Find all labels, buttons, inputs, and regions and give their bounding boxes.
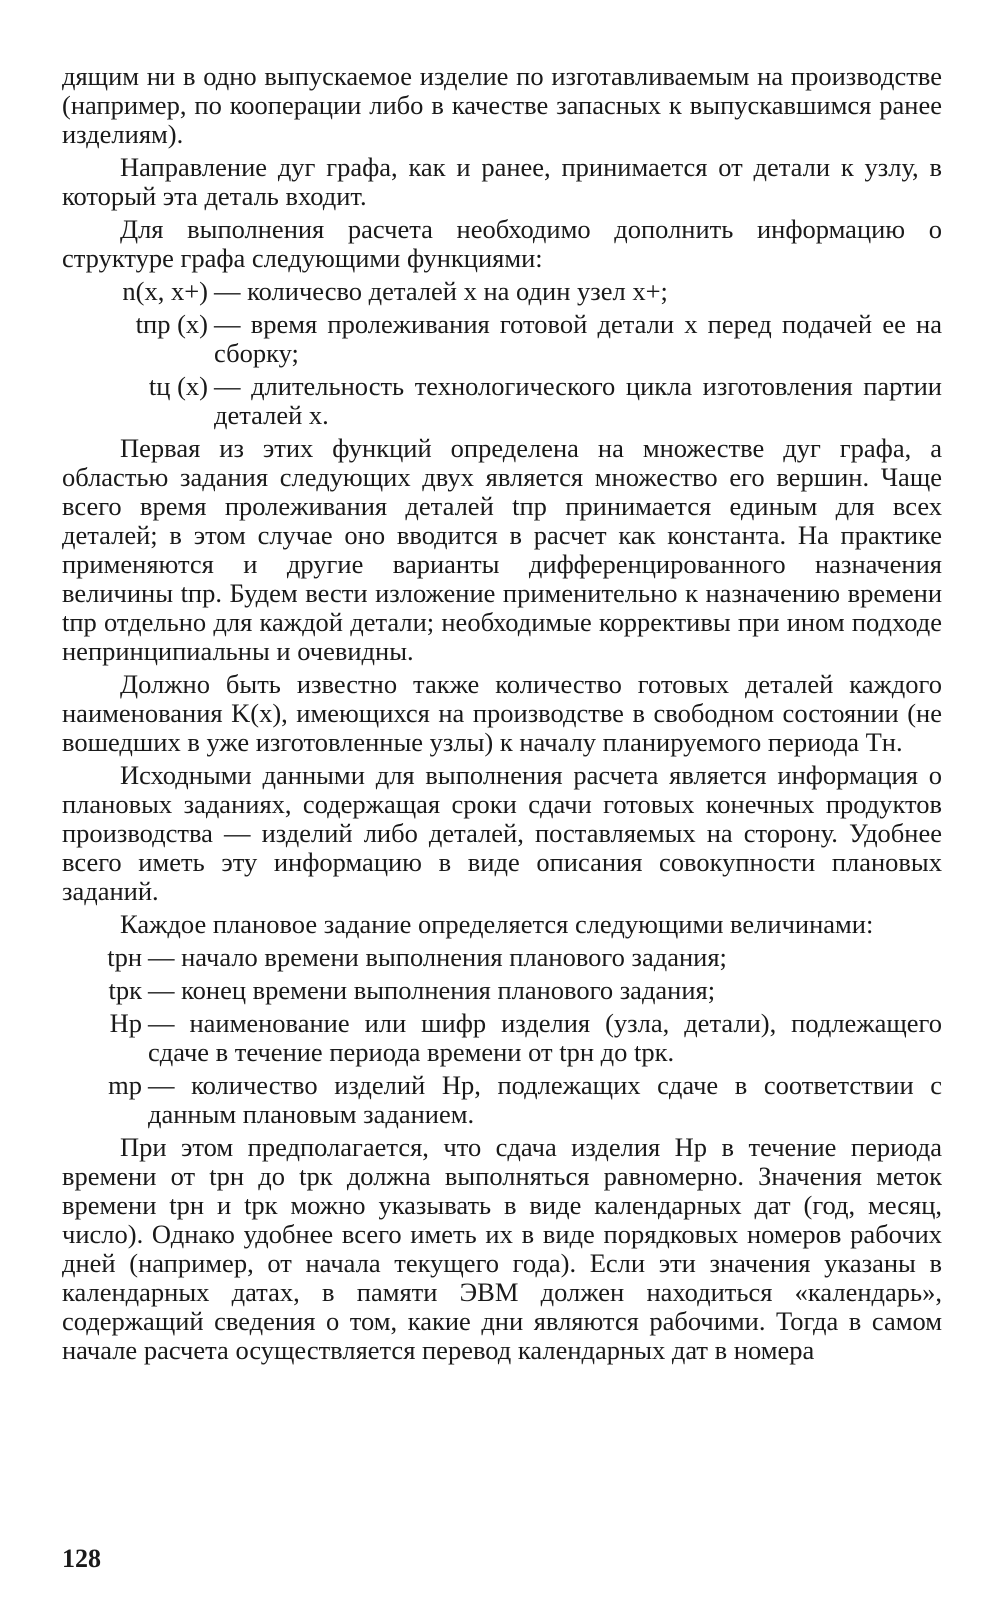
paragraph-functions-intro: Для выполнения расчета необходимо дополнить информацию о структуре графа следующими функциями:	[62, 214, 942, 273]
page-text	[62, 62, 942, 1369]
definition-description: — количесво деталей x на один узел x+;	[214, 276, 668, 306]
definition-item	[62, 943, 942, 972]
paragraph-uniform-delivery: При этом предполагается, что сдача изделия Hp в течение периода времени от tрн до tрк должна выполняться равномерно. Значения меток времени tрн и tрк можно указывать в виде календарных дат (год, месяц, число). Однако удобнее всего иметь их в виде порядковых номеров рабочих дней (например, от начала текущего года). Если эти значения указаны в календарных датах, в памяти ЭВМ должен находиться «календарь», содержащий сведения о том, какие дни являются рабочими. Тогда в самом начале расчета осуществляется перевод календарных дат в номера	[62, 1132, 942, 1365]
paragraph-arc-direction: Направление дуг графа, как и ранее, принимается от детали к узлу, в который эта деталь входит.	[62, 152, 942, 211]
definition-description: — конец времени выполнения планового задания;	[148, 975, 716, 1005]
definition-item	[62, 372, 942, 430]
definition-term: tц (x)	[148, 371, 208, 401]
definition-term: Hp	[109, 1008, 142, 1038]
paragraph-continuation: дящим ни в одно выпускаемое изделие по изготавливаемым на производстве (например, по кооперации либо в качестве запасных к выпускавшимся ранее изделиям).	[62, 61, 942, 149]
paragraph-source-data: Исходными данными для выполнения расчета является информация о плановых заданиях, содержащая сроки сдачи готовых конечных продуктов производства — изделий либо деталей, поставляемых на сторону. Удобнее всего иметь эту информацию в виде описания совокупности плановых заданий.	[62, 760, 942, 906]
definition-term: tпр (x)	[135, 309, 208, 339]
function-definitions	[62, 277, 942, 430]
definition-item	[62, 310, 942, 368]
paragraph-functions-domain: Первая из этих функций определена на множестве дуг графа, а областью задания следующих двух является множество его вершин. Чаще всего время пролеживания деталей tпр принимается единым для всех деталей; в этом случае оно вводится в расчет как константа. На практике применяются и другие варианты дифференцированного назначения величины tпр. Будем вести изложение применительно к назначению времени tпр отдельно для каждой детали; необходимые коррективы при ином подходе непринципиальны и очевидны.	[62, 433, 942, 666]
definition-item	[62, 277, 942, 306]
definition-term: n(x, x+)	[122, 276, 208, 306]
plan-task-quantities	[62, 943, 942, 1129]
definition-term: tрк	[108, 975, 142, 1005]
definition-item	[62, 976, 942, 1005]
definition-description: — наименование или шифр изделия (узла, детали), подлежащего сдаче в течение периода времени от tрн до tрк.	[148, 1008, 942, 1067]
definition-description: — время пролеживания готовой детали x перед подачей ее на сборку;	[214, 309, 942, 368]
definition-description: — количество изделий Hp, подлежащих сдаче в соответствии с данным плановым заданием.	[148, 1070, 942, 1129]
definition-term: mp	[108, 1070, 142, 1100]
definition-description: — длительность технологического цикла изготовления партии деталей x.	[214, 371, 942, 430]
paragraph-ready-parts: Должно быть известно также количество готовых деталей каждого наименования K(x), имеющихся на производстве в свободном состоянии (не вошедших в уже изготовленные узлы) к началу планируемого периода Tн.	[62, 669, 942, 757]
definition-item	[62, 1009, 942, 1067]
paragraph-plan-task-intro: Каждое плановое задание определяется следующими величинами:	[120, 909, 874, 939]
definition-item	[62, 1071, 942, 1129]
definition-term: tрн	[107, 942, 142, 972]
definition-description: — начало времени выполнения планового задания;	[148, 942, 727, 972]
page-number: 128	[62, 1544, 101, 1573]
